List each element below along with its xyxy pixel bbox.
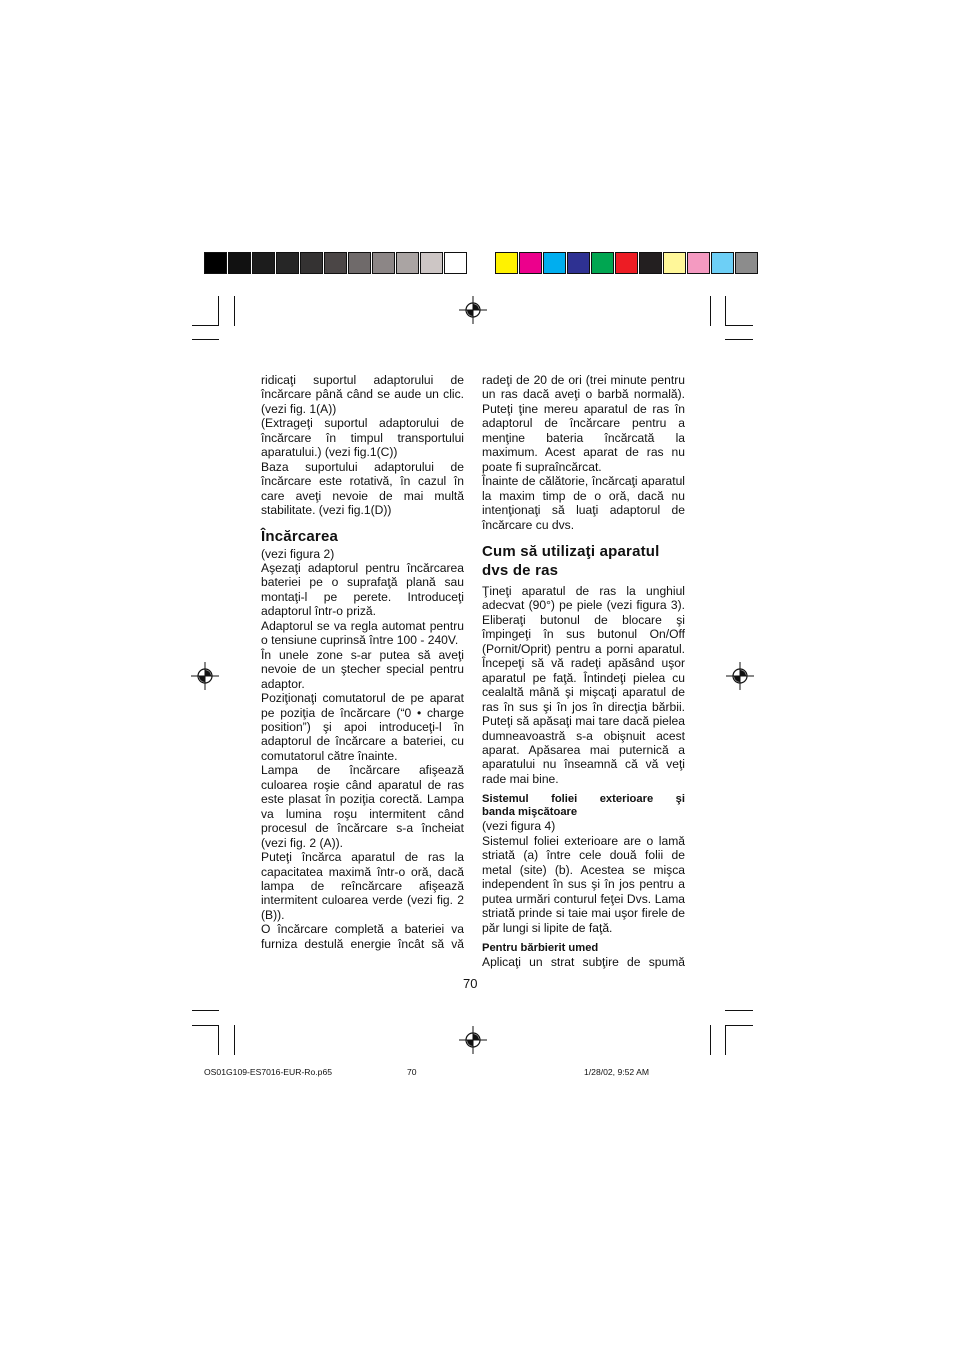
paragraph: Adaptorul se va regla automat pentru o tensiune cuprinsă între 100 - 240V.: [261, 618, 464, 648]
crop-mark: [725, 1025, 726, 1055]
gray-swatch: [204, 252, 227, 274]
paragraph: Aplicaţi un strat subţire de spumă: [482, 954, 685, 969]
crop-mark: [234, 296, 235, 326]
left-text-column: [261, 373, 464, 951]
footer-timestamp: 1/28/02, 9:52 AM: [584, 1067, 649, 1077]
footer-filename: OS01G109-ES7016-EUR-Ro.p65: [204, 1067, 333, 1077]
gray-swatch: [300, 252, 323, 274]
color-swatch: [519, 252, 542, 274]
paragraph: Ţineţi aparatul de ras la unghiul adecvat (90°) pe piele (vezi figura 3). Eliberaţi butonul de blocare şi împingeţi în sus butonul On/Off (Pornit/Oprit) pentru a porni aparatul. Începeţi să vă radeţi apăsând uşor aparatul pe faţă. Întindeţi pielea cu cealaltă mână şi mişcaţi aparatul de ras în sus şi în jos în direcţia bărbii. Puteţi să apăsaţi mai tare dacă pielea dumneavoastră s-a obişnuit acest aparat. Apăsarea mai puternică a aparatului nu înseamnă că vă veţi rade mai bine.: [482, 583, 685, 786]
paragraph: Puteţi încărca aparatul de ras la capacitatea maximă într-o oră, dacă lampa de reîncărcare afişează intermitent culoarea verde (vezi fig. 2 (B)).: [261, 850, 464, 922]
subheading-foil-line: Sistemul foliei exterioare şi: [482, 793, 685, 806]
color-swatch: [687, 252, 710, 274]
crop-mark: [192, 325, 219, 326]
crop-mark: [710, 296, 711, 326]
gray-swatch: [372, 252, 395, 274]
color-swatch: [495, 252, 518, 274]
paragraph: În unele zone s-ar putea să aveţi nevoie de un ştecher special pentru adaptor.: [261, 647, 464, 691]
crop-mark: [710, 1025, 711, 1055]
gray-swatch: [444, 252, 467, 274]
gray-swatch: [420, 252, 443, 274]
crop-mark: [725, 1025, 753, 1026]
subheading-foil-line: banda mişcătoare: [482, 806, 578, 819]
crop-mark: [218, 1025, 219, 1055]
color-swatch: [591, 252, 614, 274]
registration-mark-icon: [459, 296, 487, 324]
color-swatch: [543, 252, 566, 274]
heading-line: dvs de ras: [482, 561, 559, 579]
paragraph: Aşezaţi adaptorul pentru încărcarea bateriei pe o suprafaţă plană sau montaţi-l pe perete. Introduceţi adaptorul într-o priză.: [261, 560, 464, 619]
crop-mark: [725, 1010, 753, 1011]
heading-line: Cum să utilizaţi aparatul: [482, 542, 660, 560]
crop-mark: [192, 339, 219, 340]
paragraph: Baza suportului adaptorului de încărcare este rotativă, în cazul în care aveţi nevoie de mai multă stabilitate. (vezi fig.1(D)): [261, 459, 464, 518]
crop-mark: [725, 296, 726, 326]
crop-mark: [725, 339, 753, 340]
paragraph: (vezi figura 4): [482, 819, 556, 834]
paragraph: ridicaţi suportul adaptorului de încărcare până când se aude un clic. (vezi fig. 1(A)): [261, 373, 464, 416]
color-swatch: [615, 252, 638, 274]
crop-mark: [234, 1025, 235, 1055]
section-heading-how-to-use: [482, 542, 685, 580]
color-swatch: [567, 252, 590, 274]
paragraph: (vezi figura 2): [261, 546, 335, 561]
paragraph: Lampa de încărcare afişează culoarea roşie când aparatul de ras este plasat în poziţia corectă. Lampa va lumina roşu intermitent când procesul de încărcare s-a încheiat (vezi fig. 2 (A)).: [261, 763, 464, 850]
paragraph: O încărcare completă a bateriei va furniza destulă energie încât să vă: [261, 922, 464, 951]
crop-mark: [725, 325, 753, 326]
subheading-wet-shave: Pentru bărbierit umed: [482, 941, 599, 954]
gray-swatch: [396, 252, 419, 274]
gray-swatch: [324, 252, 347, 274]
color-swatch: [711, 252, 734, 274]
color-swatch: [663, 252, 686, 274]
right-text-column: [482, 373, 685, 969]
gray-swatch: [276, 252, 299, 274]
crop-mark: [218, 296, 219, 326]
paragraph: Sistemul foliei exterioare are o lamă striată (a) între cele două folii de metal (site) (b). Acestea se mişca independent în sus şi în jos pentru a putea urmări conturul feţei Dvs. Lama striată prinde si taie mai uşor firele de păr lungi si lipite de faţă.: [482, 833, 685, 935]
crop-mark: [192, 1025, 219, 1026]
paragraph: Înainte de călătorie, încărcaţi aparatul la maxim timp de o oră, dacă nu intenţionaţi să luaţi adaptorul de încărcare cu dvs.: [482, 474, 685, 532]
gray-swatch: [252, 252, 275, 274]
page-number: 70: [463, 976, 478, 991]
paragraph: (Extrageţi suportul adaptorului de încărcare în timpul transportului aparatului.) (vezi fig.1(C)): [261, 416, 464, 460]
paragraph: radeţi de 20 de ori (trei minute pentru un ras dacă aveţi o barbă normală). Puteţi ţine mereu aparatul de ras în adaptorul de încărcare pentru a menţine bateria încărcată la maximum. Acest aparat de ras nu poate fi supraîncărcat.: [482, 373, 685, 474]
crop-mark: [192, 1010, 219, 1011]
registration-mark-icon: [459, 1026, 487, 1054]
paragraph: Poziţionaţi comutatorul de pe aparat pe poziţia de încărcare (“0 • charge position”) şi apoi introduceţi-l în adaptorul de încărcare a bateriei, cu comutatorul către înainte.: [261, 691, 464, 763]
gray-swatch: [348, 252, 371, 274]
color-swatch: [735, 252, 758, 274]
section-heading-charging: Încărcarea: [261, 527, 339, 545]
grayscale-color-bar: [204, 252, 468, 274]
gray-swatch: [228, 252, 251, 274]
registration-mark-icon: [191, 662, 219, 690]
color-swatch: [639, 252, 662, 274]
footer-page: 70: [407, 1067, 417, 1077]
process-color-bar: [495, 252, 759, 274]
registration-mark-icon: [726, 662, 754, 690]
